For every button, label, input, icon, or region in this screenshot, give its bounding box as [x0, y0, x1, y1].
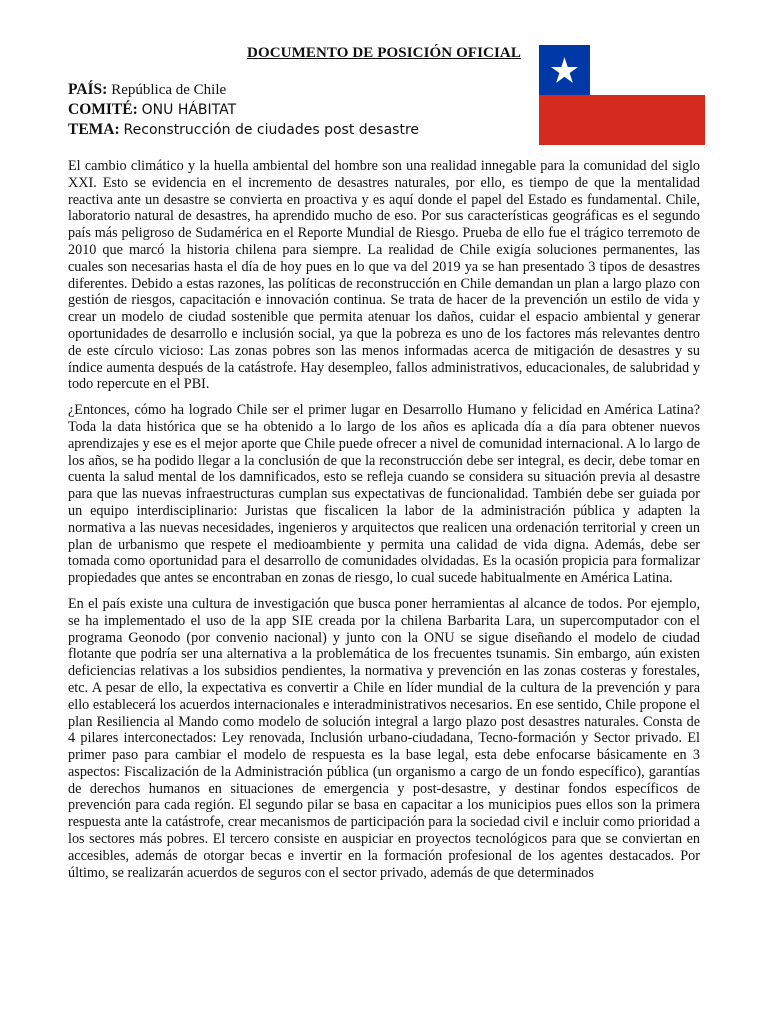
paragraph: ¿Entonces, cómo ha logrado Chile ser el primer lugar en Desarrollo Humano y felicidad en América Latina? Toda la data histórica que se ha obtenido a lo largo de los años es aplicada día a día para obtener nuevos aprendizajes y ese es el mejor aporte que Chile puede ofrecer a nivel de comunidad internacional. A lo largo de los años, se ha podido llegar a la conclusión de que la reconstrucción debe ser integral, es decir, debe tomar en cuenta la salud mental de los damnificados, esto se refleja cuando se considera su situación previa al desastre para que las nuevas infraestructuras cumplan sus expectativas de funcionalidad. También debe ser guiada por un equipo interdisciplinario: Juristas que fiscalicen la labor de la administración pública y adapten la normativa a las nuevas necesidades, ingenieros y arquitectos que realicen una ordenación territorial y creen un plan de urbanismo que respete el medioambiente y permita una calidad de vida digna. Además, debe ser tomada como oportunidad para el desarrollo de comunidades olvidadas. Es la ocasión propicia para formalizar propiedades que antes se encontraban en zonas de riesgo, lo cual sucede habitualmente en América Latina.: [68, 402, 700, 587]
chile-flag-image: [539, 45, 705, 145]
meta-topic-label: TEMA:: [68, 121, 120, 138]
meta-country-value: República de Chile: [111, 82, 227, 98]
document-meta: [68, 80, 419, 140]
meta-committee: [68, 100, 419, 120]
meta-country: [68, 80, 419, 100]
meta-topic-value: Reconstrucción de ciudades post desastre: [123, 122, 420, 138]
flag-red-band: [539, 95, 705, 145]
meta-committee-value: ONU HÁBITAT: [141, 102, 237, 118]
document-title: DOCUMENTO DE POSICIÓN OFICIAL: [247, 45, 521, 61]
paragraph: En el país existe una cultura de investigación que busca poner herramientas al alcance de todos. Por ejemplo, se ha implementado el uso de la app SIE creada por la chilena Barbarita Lara, un supercomputador con el programa Geonodo (por convenio nacional) y junto con la ONU se sigue diseñando el modelo de ciudad flotante que podría ser una alternativa a la problemática de los frecuentes tsunamis. Sin embargo, aún existen deficiencias relativas a los subsidios pendientes, la normativa y prevención en las zonas costeras y forestales, etc. A pesar de ello, la expectativa es convertir a Chile en líder mundial de la cultura de la prevención y para ello establecerá los acuerdos internacionales e interadministrativos necesarios. En ese sentido, Chile propone el plan Resiliencia al Mando como modelo de solución integral a largo plazo post desastres naturales. Consta de 4 pilares interconectados: Ley renovada, Inclusión urbano-ciudadana, Tecno-formación y Sector privado. El primer paso para cambiar el modelo de respuesta es la base legal, esta debe enfocarse básicamente en 3 aspectos: Fiscalización de la Administración pública (un organismo a cargo de un fondo específico), garantías de derechos humanos en situaciones de emergencia y post-desastre, y destinar fondos específicos de prevención para cada región. El segundo pilar se basa en capacitar a los municipios pues ellos son la primera respuesta ante la catástrofe, crear mecanismos de participación para la sociedad civil e incluir como prioridad a los sectores más pobres. El tercero consiste en auspiciar en proyectos tecnológicos para que se conviertan en accesibles, además de otorgar becas e invertir en la formación profesional de los agentes destacados. Por último, se realizarán acuerdos de seguros con el sector privado, además de que determinados: [68, 595, 700, 881]
document-body: [68, 158, 700, 890]
star-icon: [551, 57, 578, 83]
meta-committee-label: COMITÉ:: [68, 101, 138, 118]
meta-topic: [68, 120, 419, 140]
meta-country-label: PAÍS:: [68, 81, 108, 98]
flag-blue-canton: [539, 45, 590, 95]
paragraph: El cambio climático y la huella ambiental del hombre son una realidad innegable para la comunidad del siglo XXI. Esto se evidencia en el incremento de desastres naturales, por ello, es tiempo de que la mentalidad reactiva ante un desastre se convierta en proactiva y es aquí donde el papel del Estado es fundamental. Chile, laboratorio natural de desastres, ha aprendido mucho de eso. Por sus características geográficas es el segundo país más peligroso de Sudamérica en el Reporte Mundial de Riesgo. Prueba de ello fue el trágico terremoto de 2010 que marcó la historia chilena para siempre. La realidad de Chile exigía soluciones permanentes, las cuales son necesarias hasta el día de hoy pues en lo que va del 2019 ya se han presentado 3 tipos de desastres diferentes. Debido a estas razones, las políticas de reconstrucción en Chile demandan un plan a largo plazo con gestión de riesgos, capacitación e innovación continua. Se trata de hacer de la prevención un estilo de vida y crear un modelo de ciudad sostenible que permita atenuar los daños, cuidar el espacio ambiental y generar oportunidades de desarrollo e inclusión social, ya que la pobreza es uno de los factores más relevantes dentro de este círculo vicioso: Las zonas pobres son las menos informadas acerca de mitigación de desastres y su índice aumenta después de la catástrofe. Hay desempleo, fallos administrativos, educacionales, de salubridad y todo repercute en el PBI.: [68, 158, 700, 393]
